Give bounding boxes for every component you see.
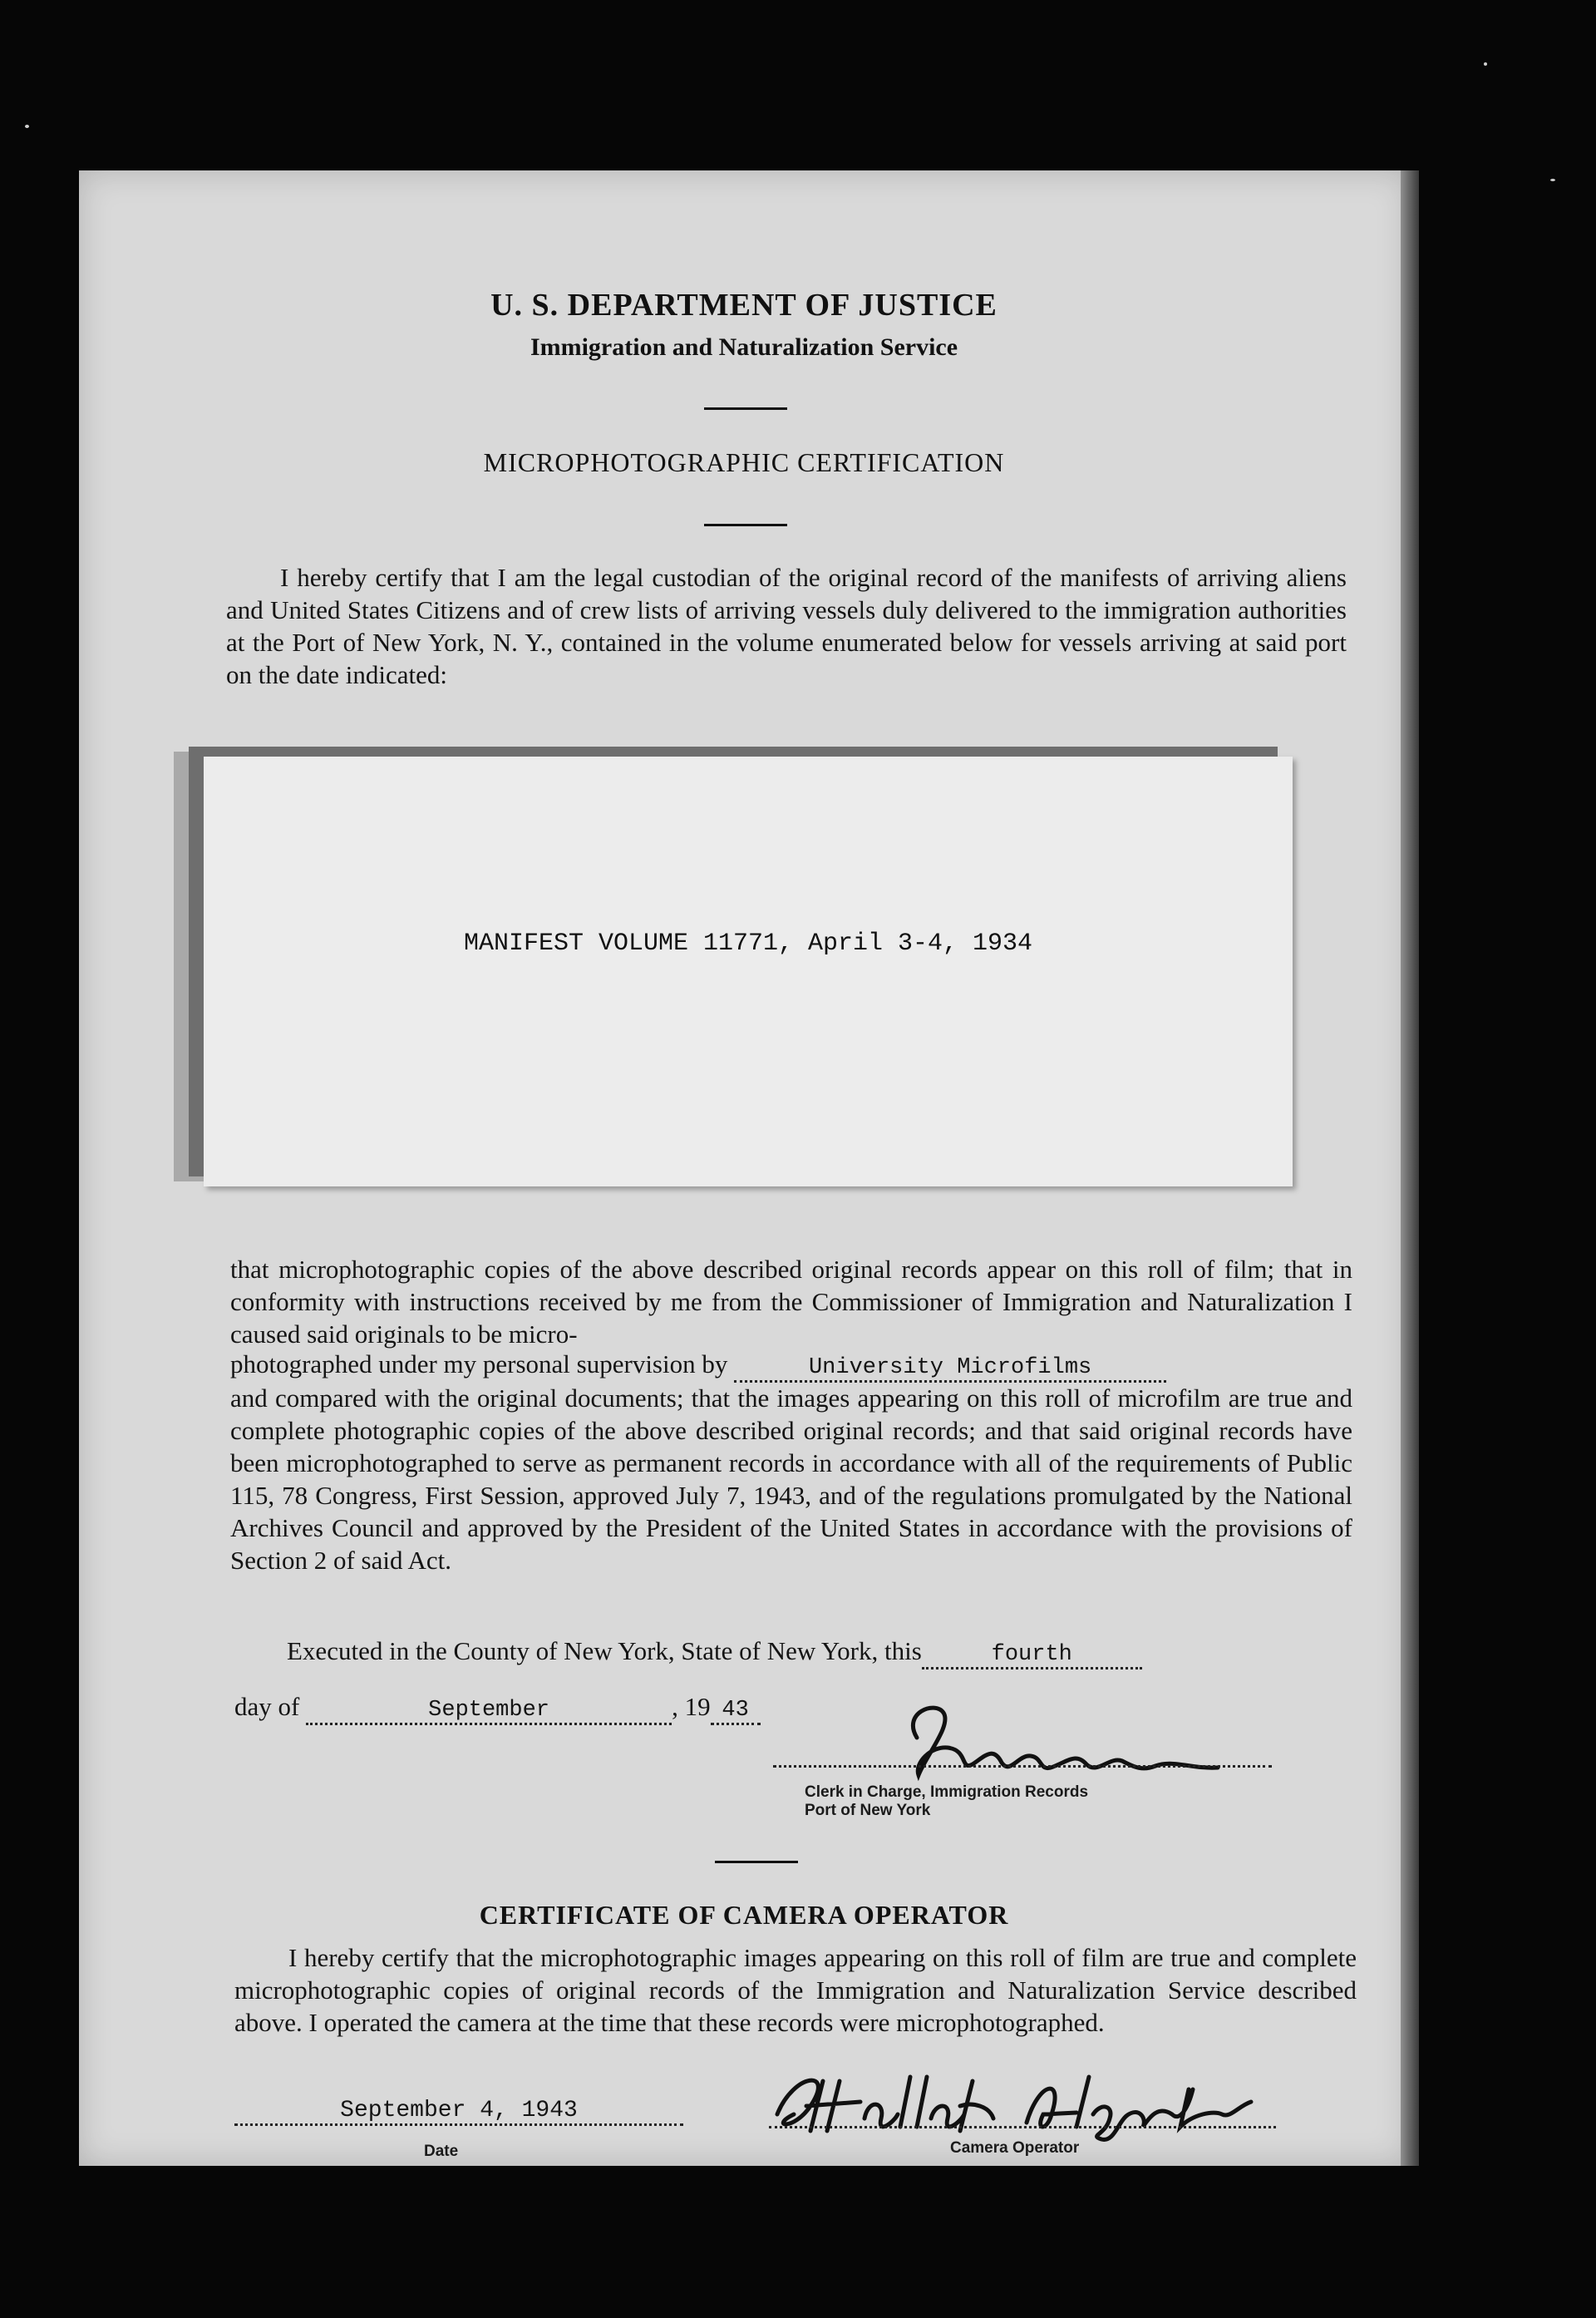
operator-date-line [234,2098,683,2126]
operator-signature [761,2056,1276,2148]
divider [704,524,787,526]
divider [704,407,787,410]
day-field: fourth [922,1642,1142,1669]
supervision-line [230,1349,1166,1383]
day-of-label: day of [234,1692,300,1721]
month-field: September [306,1698,672,1725]
body-paragraph-a: that microphotographic copies of the above described original records appear on this roll of film; that in conformity with instructions received by me from the Commissioner of Immigration and Naturalization I caused said originals to be micro- [230,1255,1352,1349]
department-heading: U. S. DEPARTMENT OF JUSTICE [490,288,998,323]
supervisor-field: University Microfilms [734,1355,1166,1383]
date-line [234,1692,761,1725]
divider [715,1861,798,1863]
camera-operator-label: Camera Operator [950,2139,1080,2157]
executed-prefix: Executed in the County of New York, State of New York, this [287,1636,922,1665]
date-label: Date [424,2143,459,2160]
certification-title: MICROPHOTOGRAPHIC CERTIFICATION [483,447,1005,477]
body-paragraph-b: and compared with the original documents; that the images appearing on this roll of microfilm are true and complete photographic copies of the above described original records; and that said original records have been microphotographed to serve as permanent records in accordance with all of the requirements of Public 115, 78 Congress, First Session, approved July 7, 1943, and of the regulations promulgated by the National Archives Council and approved by the President of the United States in accordance with the provisions of Section 2 of said Act. [230,1383,1352,1575]
camera-operator-title: CERTIFICATE OF CAMERA OPERATOR [479,1900,1009,1930]
document-page [79,170,1409,2166]
clerk-title-line2: Port of New York [805,1802,931,1819]
year-prefix: , 19 [672,1692,711,1721]
operator-signature-line [769,2126,1276,2128]
clerk-title [805,1783,1088,1820]
film-speck [1484,62,1487,66]
clerk-signature [869,1696,1268,1788]
clerk-signature-line [773,1765,1272,1768]
executed-line [287,1636,1142,1669]
operator-date-field: September 4, 1943 [234,2098,683,2126]
year-field: 43 [711,1698,761,1725]
certification-paragraph: I hereby certify that I am the legal custodian of the original record of the manifests of arriving aliens and United States Citizens and of crew lists of arriving vessels duly delivered to the immigration authorities at the Port of New York, N. Y., contained in the volume enumerated below for vessels arriving at said port on the date indicated: [226,563,1347,689]
film-speck [1550,179,1555,181]
service-heading: Immigration and Naturalization Service [530,333,958,361]
camera-operator-paragraph: I hereby certify that the microphotographic images appearing on this roll of film are true and complete microphotographic copies of original records of the Immigration and Naturalization Service described above. I operated the camera at the time that these records were microphotographed. [234,1943,1357,2037]
clerk-title-line1: Clerk in Charge, Immigration Records [805,1783,1089,1801]
film-speck [25,125,29,128]
manifest-volume-text: MANIFEST VOLUME 11771, April 3-4, 1934 [463,930,1033,958]
manifest-card [204,757,1293,1186]
supervision-prefix: photographed under my personal supervision by [230,1349,728,1378]
